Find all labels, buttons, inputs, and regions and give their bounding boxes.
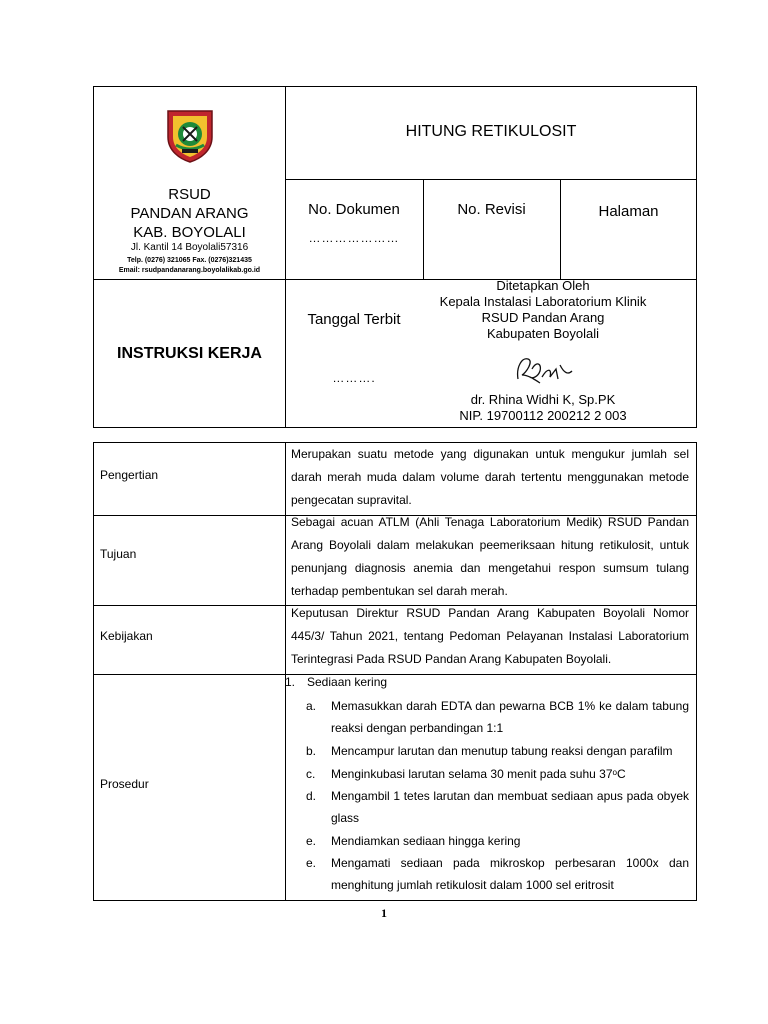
doc-number-value: ………………… [308,231,400,245]
step-marker: e. [306,834,317,848]
step-text: Mendiamkan sediaan hingga kering [331,834,521,848]
step-marker: b. [306,744,317,758]
step-text: Mengamati sediaan pada mikroskop perbesaran 1000x dan menghitung jumlah retikulosit dalam 1000 sel eritrosit [331,856,689,892]
header-divider-col3 [560,179,561,279]
prosedur-heading-number: 1. [285,675,296,689]
approver-nip: NIP. 19700112 200212 2 003 [459,408,627,423]
row-text-tujuan [291,511,689,603]
hospital-phone: Telp. (0276) 321065 Fax. (0276)321435 [127,257,252,264]
hospital-address: Jl. Kantil 14 Boyolali57316 [130,242,249,253]
row-label-pengertian: Pengertian [100,468,159,482]
step-text: Mencampur larutan dan menutup tabung reaksi dengan parafilm [331,744,673,758]
approval-line2: Kepala Instalasi Laboratorium Klinik [439,294,647,309]
issue-date-value: ………. [332,371,376,385]
issue-date-label: Tanggal Terbit [307,311,401,328]
header-divider-col2 [423,179,424,279]
page-number: 1 [381,906,387,920]
kebijakan-text: Keputusan Direktur RSUD Pandan Arang Kabupaten Boyolali Nomor 445/3/ Tahun 2021, tentang Pedoman Pelayanan Instalasi Laboratorium Terintegrasi Pada RSUD Pandan Arang Kabupaten Boyolali. [291,606,689,666]
page-label: Halaman [598,203,659,220]
tujuan-text: Sebagai acuan ATLM (Ahli Tenaga Laboratorium Medik) RSUD Pandan Arang Boyolali dalam melakukan peemeriksaan hitung retikulosit, untuk penunjang diagnosis anemia dan mengetahui respon sumsum tulang terhadap pembentukan sel darah merah. [291,515,689,598]
table-row-divider [94,674,696,675]
approval-line4: Kabupaten Boyolali [486,326,600,341]
signature [512,349,576,389]
hospital-name-line1: RSUD [168,186,211,203]
hospital-name-line3: KAB. BOYOLALI [133,224,246,241]
row-label-kebijakan: Kebijakan [100,629,153,643]
approval-line1: Ditetapkan Oleh [496,278,590,293]
row-label-prosedur: Prosedur [100,777,149,791]
approver-name: dr. Rhina Widhi K, Sp.PK [470,392,616,407]
hospital-logo [162,107,218,163]
step-text: Mengambil 1 tetes larutan dan membuat sediaan apus pada obyek glass [331,789,689,825]
hospital-email: Email: rsudpandanarang.boyolalikab.go.id [118,267,261,274]
step-text: Memasukkan darah EDTA dan pewarna BCB 1% ke dalam tabung reaksi dengan perbandingan 1:1 [331,699,689,735]
step-marker: c. [306,767,316,781]
row-text-pengertian [291,443,689,512]
step-marker: e. [306,856,317,870]
doc-number-label: No. Dokumen [308,201,400,218]
document-type: INSTRUKSI KERJA [117,345,262,362]
revision-label: No. Revisi [457,201,526,218]
prosedur-heading: Sediaan kering [307,675,388,689]
approval-line3: RSUD Pandan Arang [481,310,605,325]
document-title: HITUNG RETIKULOSIT [405,123,577,140]
row-label-tujuan: Tujuan [100,547,137,561]
step-text: Menginkubasi larutan selama 30 menit pada suhu 37ᵒC [331,767,626,781]
document-header [93,86,697,428]
header-divider-title [285,179,697,180]
hospital-name-line2: PANDAN ARANG [130,205,249,222]
pengertian-text: Merupakan suatu metode yang digunakan untuk mengukur jumlah sel darah merah muda dalam volume darah tertentu menggunakan metode pengecatan supravital. [291,447,689,507]
procedure-table [93,442,697,901]
step-marker: d. [306,789,317,803]
row-text-kebijakan [291,602,689,671]
step-marker: a. [306,699,317,713]
